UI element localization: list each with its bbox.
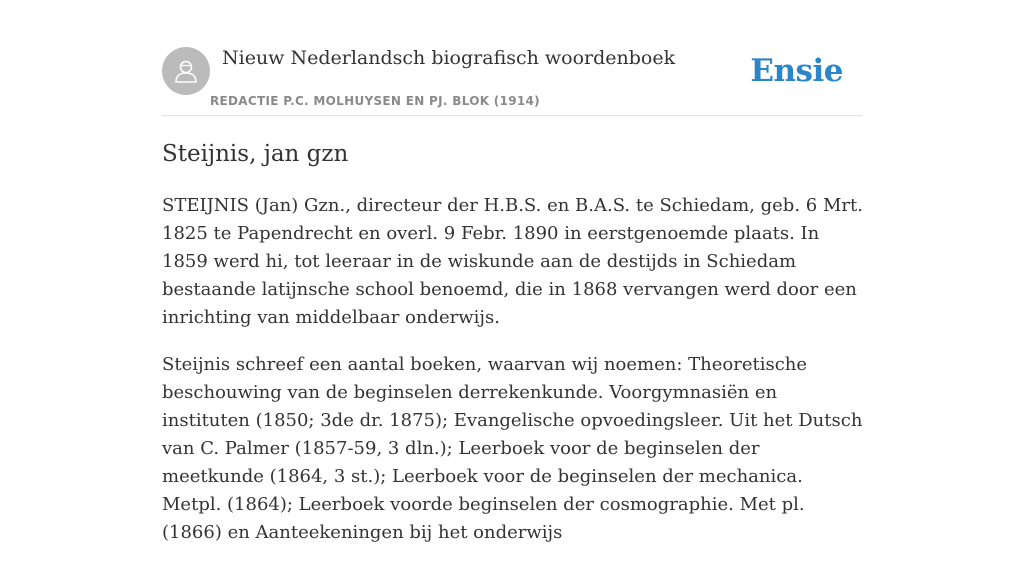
user-silhouette-icon [172, 57, 200, 85]
ensie-logo[interactable]: Ensie [750, 53, 843, 89]
source-editor-label: REDACTIE P.C. MOLHUYSEN EN PJ. BLOK (1914) [210, 94, 540, 108]
entry-article [162, 138, 864, 566]
source-title-link[interactable]: Nieuw Nederlandsch biografisch woordenboek [222, 47, 676, 69]
avatar[interactable] [162, 47, 210, 95]
entry-title: Steijnis, jan gzn [162, 141, 349, 167]
entry-paragraph: STEIJNIS (Jan) Gzn., directeur der H.B.S. en B.A.S. te Schiedam, geb. 6 Mrt. 1825 te Papendrecht en overl. 9 Febr. 1890 in eerstgenoemde plaats. In 1859 werd hi, tot leeraar in de wiskunde aan de destijds in Schiedam bestaande latijnsche school benoemd, die in 1868 vervangen werd door een inrichting van middelbaar onderwijs. [162, 195, 863, 328]
entry-paragraph: Steijnis schreef een aantal boeken, waarvan wij noemen: Theoretische beschouwing van de beginselen derrekenkunde. Voorgymnasiën en instituten (1850; 3de dr. 1875); Evangelische opvoedingsleer. Uit het Dutsch van C. Palmer (1857-59, 3 dln.); Leerboek voor de beginselen der meetkunde (1864, 3 st.); Leerboek voor de beginselen der mechanica. Metpl. (1864); Leerboek voorde beginselen der cosmographie. Met pl. (1866) en Aanteekeningen bij het onderwijs [162, 354, 863, 543]
entry-body [162, 192, 864, 547]
source-header [162, 46, 862, 116]
